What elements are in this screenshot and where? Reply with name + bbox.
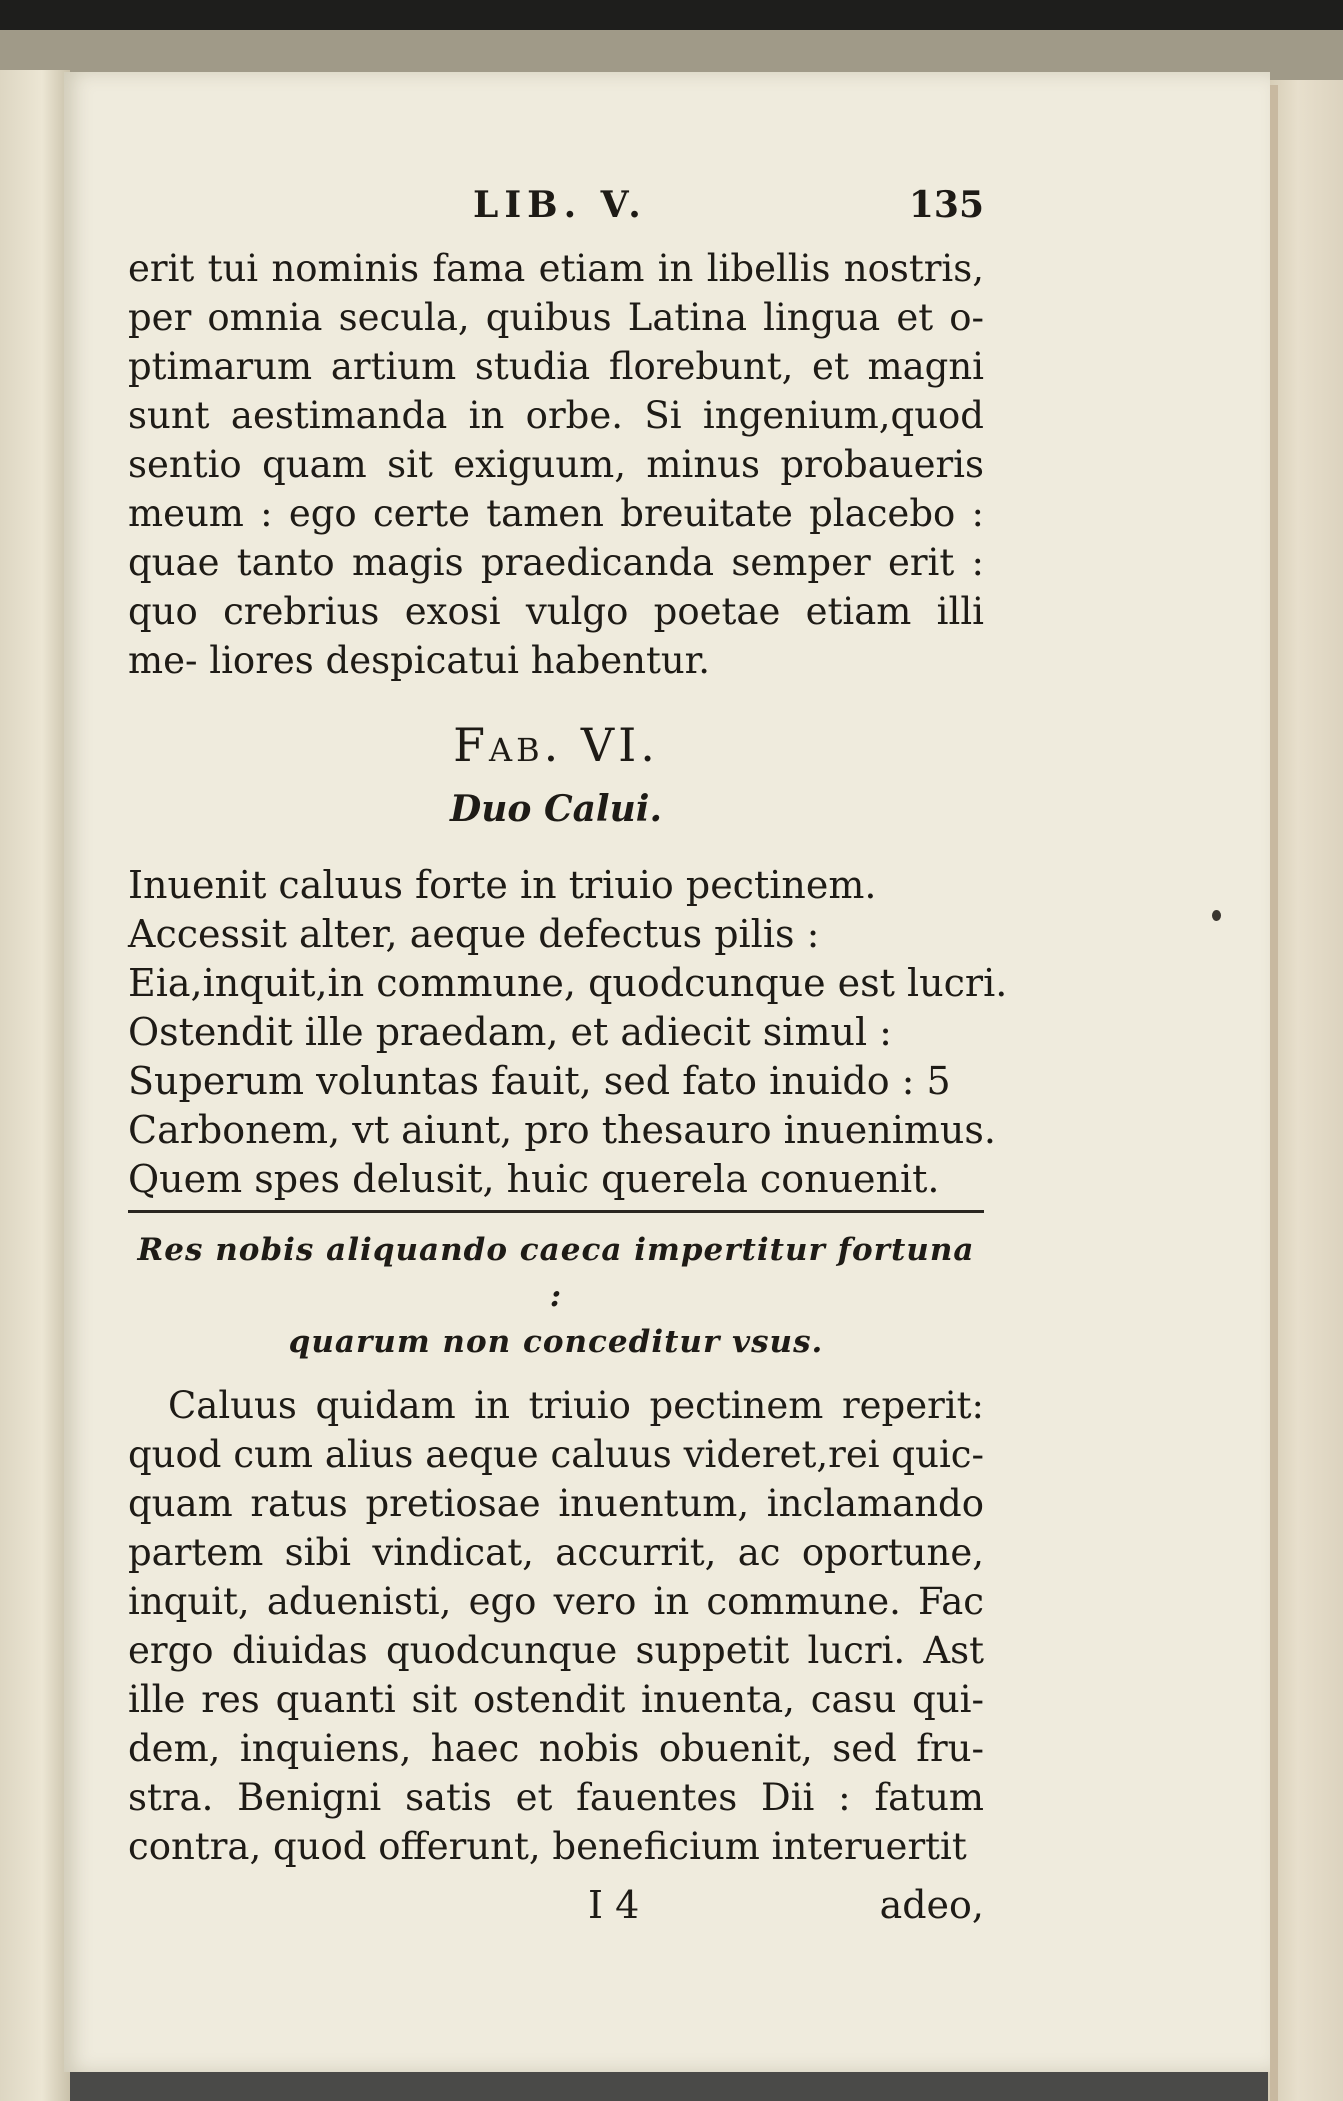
running-head: LIB. V.	[473, 184, 647, 226]
moral-line: Res nobis aliquando caeca impertitur fortuna :	[137, 1232, 975, 1314]
text-line: quod cum alius aeque caluus videret,rei quic-	[128, 1433, 984, 1476]
verse-line: Eia,inquit,in commune, quodcunque est lucri.	[128, 961, 1008, 1005]
text-line: inquit, aduenisti, ego vero in commune. Fac	[128, 1580, 984, 1623]
fable-heading: Fab. VI.	[453, 718, 659, 772]
right-page-stack	[1268, 80, 1343, 2101]
page-text-block	[128, 184, 1008, 1939]
text-line: ergo diuidas quodcunque suppetit lucri. Ast	[128, 1629, 984, 1672]
text-line: per omnia secula, quibus Latina lingua et o-	[128, 296, 984, 339]
page-footer	[128, 1883, 984, 1939]
text-line: sentio quam sit exiguum, minus probaueris	[128, 443, 984, 486]
text-line: ptimarum artium studia florebunt, et magni	[128, 345, 984, 388]
page-header	[128, 184, 984, 244]
section-divider	[128, 1210, 984, 1213]
text-line: quo crebrius exosi vulgo poetae etiam illi me-	[128, 590, 984, 682]
moral-line: quarum non conceditur vsus.	[288, 1324, 824, 1360]
text-line: quae tanto magis praedicanda semper erit :	[128, 541, 984, 584]
text-line: Caluus quidam in triuio pectinem reperit:	[168, 1384, 984, 1427]
text-line: meum : ego certe tamen breuitate placebo :	[128, 492, 984, 535]
scanner-top-shadow	[0, 0, 1343, 30]
text-line: stra. Benigni satis et fauentes Dii : fatum	[128, 1776, 984, 1819]
text-line: quam ratus pretiosae inuentum, inclamando	[128, 1482, 984, 1525]
right-page-edge-stain	[1270, 85, 1278, 2101]
ink-speck	[1212, 910, 1221, 921]
page-number: 135	[908, 184, 984, 226]
intro-paragraph	[128, 244, 984, 685]
commentary-paragraph	[128, 1381, 984, 1871]
fable-moral	[128, 1227, 984, 1365]
signature-mark: I 4	[588, 1883, 640, 1927]
verse-line: Inuenit caluus forte in triuio pectinem.	[128, 863, 877, 907]
catchword: adeo,	[879, 1883, 984, 1927]
text-line: partem sibi vindicat, accurrit, ac oportune,	[128, 1531, 984, 1574]
text-line: dem, inquiens, haec nobis obuenit, sed fru-	[128, 1727, 984, 1770]
verse-line: Superum voluntas fauit, sed fato inuido : 5	[128, 1059, 951, 1103]
verse-line: Quem spes delusit, huic querela conuenit.	[128, 1157, 940, 1201]
verse-line: Ostendit ille praedam, et adiecit simul :	[128, 1010, 892, 1054]
verse-line: Carbonem, vt aiunt, pro thesauro inuenimus.	[128, 1108, 996, 1152]
fable-title: Duo Calui.	[450, 788, 662, 830]
text-line: ille res quanti sit ostendit inuenta, casu qui-	[128, 1678, 984, 1721]
left-page-edge	[0, 70, 70, 2101]
verse-line: Accessit alter, aeque defectus pilis :	[128, 912, 820, 956]
text-line: contra, quod offerunt, beneficium interuertit	[128, 1825, 967, 1868]
fable-verse	[128, 861, 1008, 1204]
text-line: sunt aestimanda in orbe. Si ingenium,quod	[128, 394, 984, 437]
text-line: liores despicatui habentur.	[209, 639, 711, 682]
text-line: erit tui nominis fama etiam in libellis nostris,	[128, 247, 984, 290]
